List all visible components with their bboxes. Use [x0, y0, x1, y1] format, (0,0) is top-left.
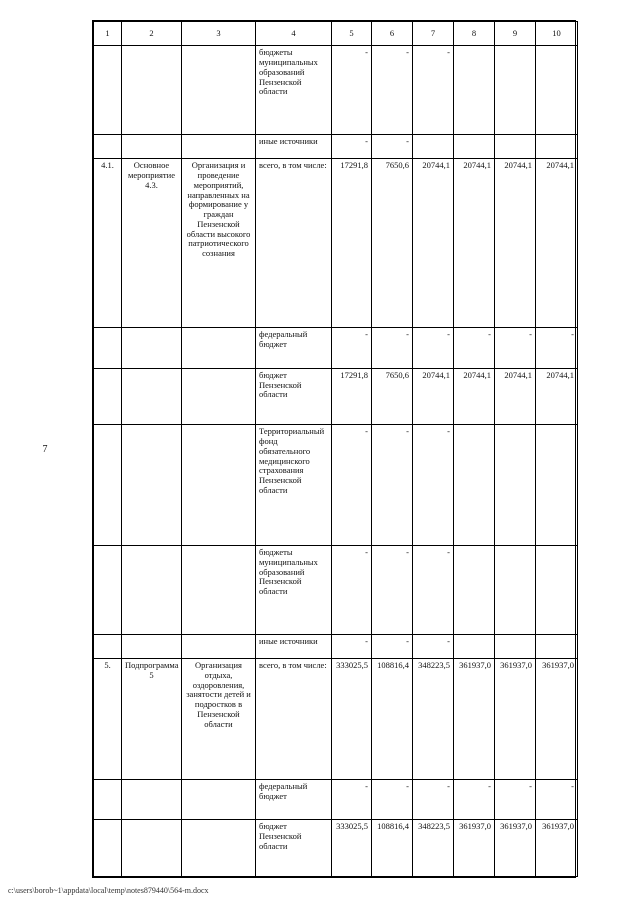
program-name: [122, 546, 182, 635]
funding-source: иные источники: [256, 634, 332, 658]
measure-description: Организация отдыха, оздоровления, занятости детей и подростков в Пензенской области: [182, 659, 256, 780]
funding-source: всего, в том числе:: [256, 659, 332, 780]
value-col6: -: [372, 46, 413, 135]
funding-source: бюджет Пензенской области: [256, 368, 332, 425]
funding-source: бюджеты муниципальных образований Пензенской области: [256, 46, 332, 135]
value-col7: [413, 134, 454, 158]
value-col9: [495, 546, 536, 635]
value-col9: [495, 46, 536, 135]
value-col10: 20744,1: [536, 368, 578, 425]
column-number: 9: [495, 22, 536, 46]
value-col7: -: [413, 546, 454, 635]
value-col10: 20744,1: [536, 159, 578, 328]
measure-description: [182, 546, 256, 635]
program-name: [122, 820, 182, 877]
value-col7: 348223,5: [413, 820, 454, 877]
row-number: [94, 634, 122, 658]
measure-description: Организация и проведение мероприятий, направленных на формирование у граждан Пензенской области высокого патриотического сознания: [182, 159, 256, 328]
measure-description: [182, 425, 256, 546]
program-name: [122, 634, 182, 658]
measure-description: [182, 820, 256, 877]
value-col7: 348223,5: [413, 659, 454, 780]
budget-table: [93, 21, 578, 877]
table-row: [94, 634, 578, 658]
value-col6: -: [372, 634, 413, 658]
measure-description: [182, 328, 256, 368]
value-col9: -: [495, 779, 536, 819]
value-col5: -: [332, 634, 372, 658]
column-number: 4: [256, 22, 332, 46]
value-col8: -: [454, 779, 495, 819]
table-row: [94, 820, 578, 877]
row-number: [94, 368, 122, 425]
column-number: 8: [454, 22, 495, 46]
funding-source: федеральный бюджет: [256, 328, 332, 368]
funding-source: Территориальный фонд обязательного медицинского страхования Пензенской области: [256, 425, 332, 546]
table-row: [94, 159, 578, 328]
value-col6: -: [372, 546, 413, 635]
value-col6: -: [372, 425, 413, 546]
table-row: [94, 659, 578, 780]
value-col6: 108816,4: [372, 820, 413, 877]
value-col9: 361937,0: [495, 820, 536, 877]
program-name: [122, 328, 182, 368]
value-col5: -: [332, 328, 372, 368]
column-number: 2: [122, 22, 182, 46]
value-col5: 333025,5: [332, 820, 372, 877]
table-row: [94, 328, 578, 368]
value-col8: [454, 634, 495, 658]
column-number: 3: [182, 22, 256, 46]
value-col8: 20744,1: [454, 368, 495, 425]
program-name: Основное мероприятие 4.3.: [122, 159, 182, 328]
value-col8: [454, 546, 495, 635]
measure-description: [182, 134, 256, 158]
footer-file-path: c:\users\borob~1\appdata\local\temp\notes879440\564-m.docx: [8, 886, 209, 895]
value-col8: 361937,0: [454, 659, 495, 780]
value-col6: 7650,6: [372, 368, 413, 425]
value-col8: [454, 46, 495, 135]
value-col9: -: [495, 328, 536, 368]
table-row: [94, 368, 578, 425]
table-row: [94, 779, 578, 819]
value-col9: 20744,1: [495, 368, 536, 425]
value-col7: -: [413, 425, 454, 546]
column-number: 1: [94, 22, 122, 46]
funding-source: бюджеты муниципальных образований Пензенской области: [256, 546, 332, 635]
value-col7: -: [413, 328, 454, 368]
value-col7: -: [413, 634, 454, 658]
table-row: [94, 425, 578, 546]
funding-source: иные источники: [256, 134, 332, 158]
page-number: 7: [42, 444, 48, 455]
value-col8: -: [454, 328, 495, 368]
value-col9: [495, 634, 536, 658]
value-col8: [454, 425, 495, 546]
measure-description: [182, 368, 256, 425]
table-row: [94, 134, 578, 158]
funding-source: федеральный бюджет: [256, 779, 332, 819]
row-number: 4.1.: [94, 159, 122, 328]
row-number: [94, 820, 122, 877]
row-number: [94, 46, 122, 135]
value-col8: [454, 134, 495, 158]
value-col5: 17291,8: [332, 159, 372, 328]
row-number: [94, 546, 122, 635]
value-col10: -: [536, 779, 578, 819]
funding-source: бюджет Пензенской области: [256, 820, 332, 877]
value-col7: 20744,1: [413, 368, 454, 425]
value-col5: 333025,5: [332, 659, 372, 780]
value-col9: [495, 425, 536, 546]
column-number: 10: [536, 22, 578, 46]
value-col10: [536, 425, 578, 546]
value-col6: -: [372, 779, 413, 819]
value-col9: 20744,1: [495, 159, 536, 328]
value-col9: 361937,0: [495, 659, 536, 780]
value-col5: -: [332, 134, 372, 158]
program-name: [122, 46, 182, 135]
row-number: [94, 134, 122, 158]
value-col5: -: [332, 779, 372, 819]
value-col10: 361937,0: [536, 659, 578, 780]
value-col6: -: [372, 328, 413, 368]
value-col7: 20744,1: [413, 159, 454, 328]
column-number: 7: [413, 22, 454, 46]
row-number: 5.: [94, 659, 122, 780]
table-row: [94, 46, 578, 135]
value-col6: -: [372, 134, 413, 158]
value-col10: 361937,0: [536, 820, 578, 877]
program-name: [122, 368, 182, 425]
column-number: 6: [372, 22, 413, 46]
value-col10: [536, 634, 578, 658]
value-col5: -: [332, 425, 372, 546]
value-col6: 108816,4: [372, 659, 413, 780]
value-col7: -: [413, 779, 454, 819]
value-col8: 361937,0: [454, 820, 495, 877]
value-col5: -: [332, 546, 372, 635]
program-name: [122, 779, 182, 819]
value-col5: -: [332, 46, 372, 135]
value-col10: -: [536, 328, 578, 368]
value-col7: -: [413, 46, 454, 135]
row-number: [94, 328, 122, 368]
value-col10: [536, 546, 578, 635]
measure-description: [182, 46, 256, 135]
program-name: [122, 425, 182, 546]
value-col10: [536, 46, 578, 135]
table-row: [94, 546, 578, 635]
measure-description: [182, 779, 256, 819]
value-col8: 20744,1: [454, 159, 495, 328]
value-col6: 7650,6: [372, 159, 413, 328]
value-col9: [495, 134, 536, 158]
measure-description: [182, 634, 256, 658]
program-name: Подпрограмма 5: [122, 659, 182, 780]
value-col5: 17291,8: [332, 368, 372, 425]
row-number: [94, 779, 122, 819]
funding-source: всего, в том числе:: [256, 159, 332, 328]
row-number: [94, 425, 122, 546]
column-number-row: [94, 22, 578, 46]
value-col10: [536, 134, 578, 158]
budget-table-sheet: [92, 20, 576, 878]
column-number: 5: [332, 22, 372, 46]
program-name: [122, 134, 182, 158]
